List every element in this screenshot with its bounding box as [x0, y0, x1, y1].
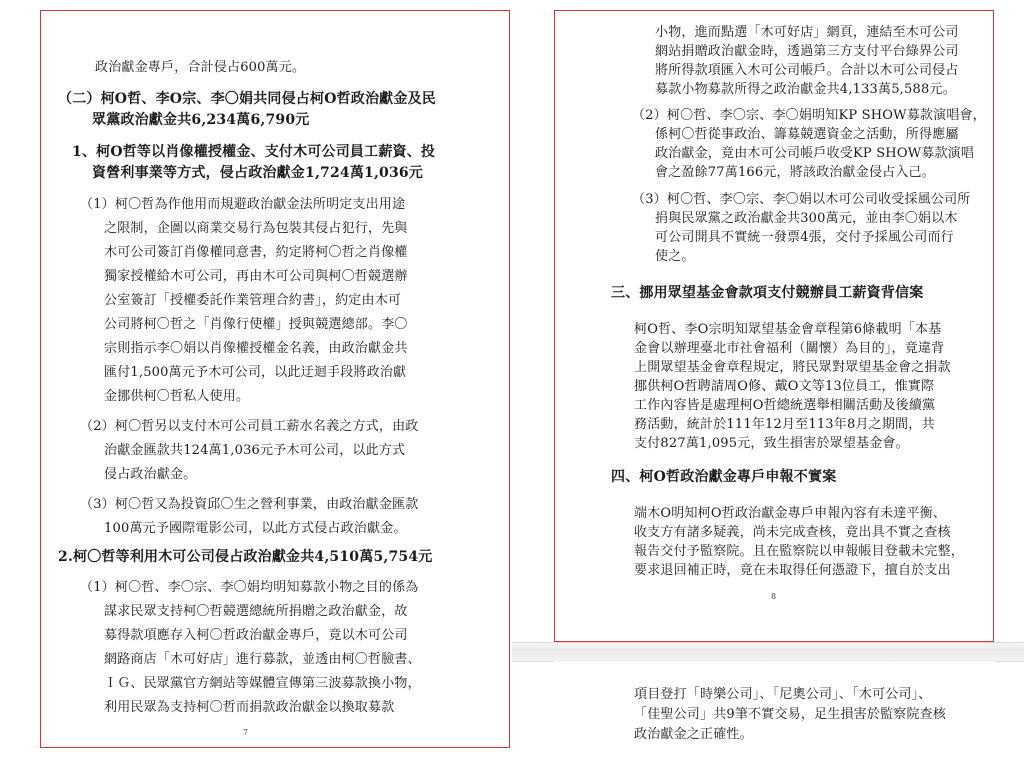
text-line: 謀求民眾支持柯〇哲競選總統所捐贈之政治獻金，故: [104, 604, 408, 619]
text-line: 要求退回補正時，竟在未取得任何憑證下，擅自於支出: [634, 563, 951, 578]
text-line: 募得款項應存入柯〇哲政治獻金專戶，竟以木可公司: [104, 628, 408, 643]
text-line: 政治獻金專戶，合計侵占600萬元。: [95, 60, 306, 75]
text-line: 匯付1,500萬元予木可公司，以此迂迴手段將政治獻: [104, 365, 407, 380]
subsection-heading: 1、柯O哲等以肖像權授權金、支付木可公司員工薪資、投: [72, 144, 436, 160]
text-line: 務活動，統計於111年12月至113年8月之期間，共: [634, 417, 935, 432]
text-line: （3）柯〇哲、李〇宗、李〇娟以木可公司收受採風公司所: [632, 192, 971, 207]
text-line: 之限制，企圖以商業交易行為包裝其侵占犯行，先與: [104, 221, 408, 236]
text-line: 獨家授權給木可公司，再由木可公司與柯〇哲競選辦: [104, 269, 408, 284]
text-line: 募款小物募款所得之政治獻金共4,133萬5,588元。: [655, 82, 956, 97]
section-heading: 眾黨政治獻金共6,234萬6,790元: [92, 112, 310, 128]
subsection-heading: 資營利事業等方式，侵占政治獻金1,724萬1,036元: [92, 165, 424, 181]
text-line: 政治獻金之正確性。: [634, 727, 753, 742]
text-line: 工作內容皆是處理柯O哲總統選舉相關活動及後續黨: [634, 398, 936, 413]
text-line: 宗則指示李〇娟以肖像權授權金名義，由政治獻金共: [104, 341, 408, 356]
text-line: 將所得款項匯入木可公司帳戶。合計以木可公司侵占: [655, 63, 959, 78]
text-line: 使之。: [655, 249, 695, 264]
text-line: 網站捐贈政治獻金時，透過第三方支付平台綠界公司: [655, 44, 959, 59]
text-line: 100萬元予國際電影公司，以此方式侵占政治獻金。: [104, 521, 407, 536]
text-line: 金挪供柯〇哲私人使用。: [104, 389, 250, 404]
text-line: 治獻金匯款共124萬1,036元予木可公司，以此方式: [104, 443, 406, 458]
text-line: 會之盈餘77萬166元，將該政治獻金侵占入己。: [655, 165, 935, 180]
text-line: 係柯〇哲從事政治、籌募競選資金之活動，所得應屬: [655, 127, 959, 142]
text-line: 端木O明知柯O哲政治獻金專戶申報內容有未達平衡、: [634, 506, 947, 521]
text-line: 公司將柯〇哲之「肖像行使權」授與競選總部。李〇: [104, 317, 408, 332]
page-separator: [512, 642, 1024, 662]
text-line: （3）柯〇哲又為投資邱〇生之營利事業，由政治獻金匯款: [80, 497, 419, 512]
text-line: 木可公司簽訂肖像權同意書，約定將柯〇哲之肖像權: [104, 245, 408, 260]
text-line: 小物，進而點選「木可好店」網頁，連結至木可公司: [655, 25, 959, 40]
section-heading: 三、挪用眾望基金會款項支付競辦員工薪資背信案: [611, 285, 924, 301]
text-line: （1）柯〇哲為作他用而規避政治獻金法所明定支出用途: [80, 197, 406, 212]
page-number: 8: [771, 592, 777, 601]
text-line: 上開眾望基金會章程規定，將民眾對眾望基金會之捐款: [634, 360, 951, 375]
text-line: （2）柯〇哲另以支付木可公司員工薪水名義之方式，由政: [80, 419, 419, 434]
text-line: 金會以辦理臺北市社會福利（關懷）為目的」，竟違背: [634, 341, 945, 356]
text-line: （2）柯〇哲、李〇宗、李〇娟明知KP SHOW募款演唱會，: [632, 108, 986, 123]
text-line: （1）柯〇哲、李〇宗、李〇娟均明知募款小物之目的係為: [80, 580, 419, 595]
text-line: 柯O哲、李O宗明知眾望基金會章程第6條載明「本基: [634, 322, 942, 337]
text-line: 項目登打「時樂公司」、「尼奧公司」、「木可公司」、: [634, 687, 932, 702]
text-line: 公室簽訂「授權委託作業管理合約書」，約定由木可: [104, 293, 402, 308]
text-line: 收支方有諸多疑義，尚未完成查核，竟出具不實之查核: [634, 525, 951, 540]
text-line: 利用民眾為支持柯〇哲而捐款政治獻金以換取募款: [104, 700, 395, 715]
subsection-heading: 2.柯〇哲等利用木可公司侵占政治獻金共4,510萬5,754元: [58, 549, 433, 565]
text-line: 「佳聖公司」共9筆不實交易，足生損害於監察院查核: [634, 707, 947, 722]
section-heading: 四、柯O哲政治獻金專戶申報不實案: [611, 469, 837, 485]
text-line: 可公司開具不實統一發票4張，交付予採風公司而行: [655, 230, 954, 245]
text-line: 挪供柯O哲聘請周O修、戴O文等13位員工，惟實際: [634, 379, 935, 394]
text-line: 侵占政治獻金。: [104, 467, 197, 482]
text-line: 報告交付予監察院。且在監察院以申報帳目登載未完整，: [634, 544, 965, 559]
page-number: 7: [243, 728, 249, 737]
text-line: 網路商店「木可好店」進行募款，並透由柯〇哲臉書、: [104, 652, 421, 667]
text-line: 支付827萬1,095元，致生損害於眾望基金會。: [634, 436, 909, 451]
text-line: 政治獻金，竟由木可公司帳戶收受KP SHOW募款演唱: [655, 146, 975, 161]
text-line: 捐與民眾黨之政治獻金共300萬元，並由李〇娟以木: [655, 211, 958, 226]
text-line: ＩＧ、民眾黨官方網站等媒體宣傳第三波募款換小物，: [104, 676, 421, 691]
section-heading: （二）柯O哲、李O宗、李〇娟共同侵占柯O哲政治獻金及民: [58, 91, 436, 107]
